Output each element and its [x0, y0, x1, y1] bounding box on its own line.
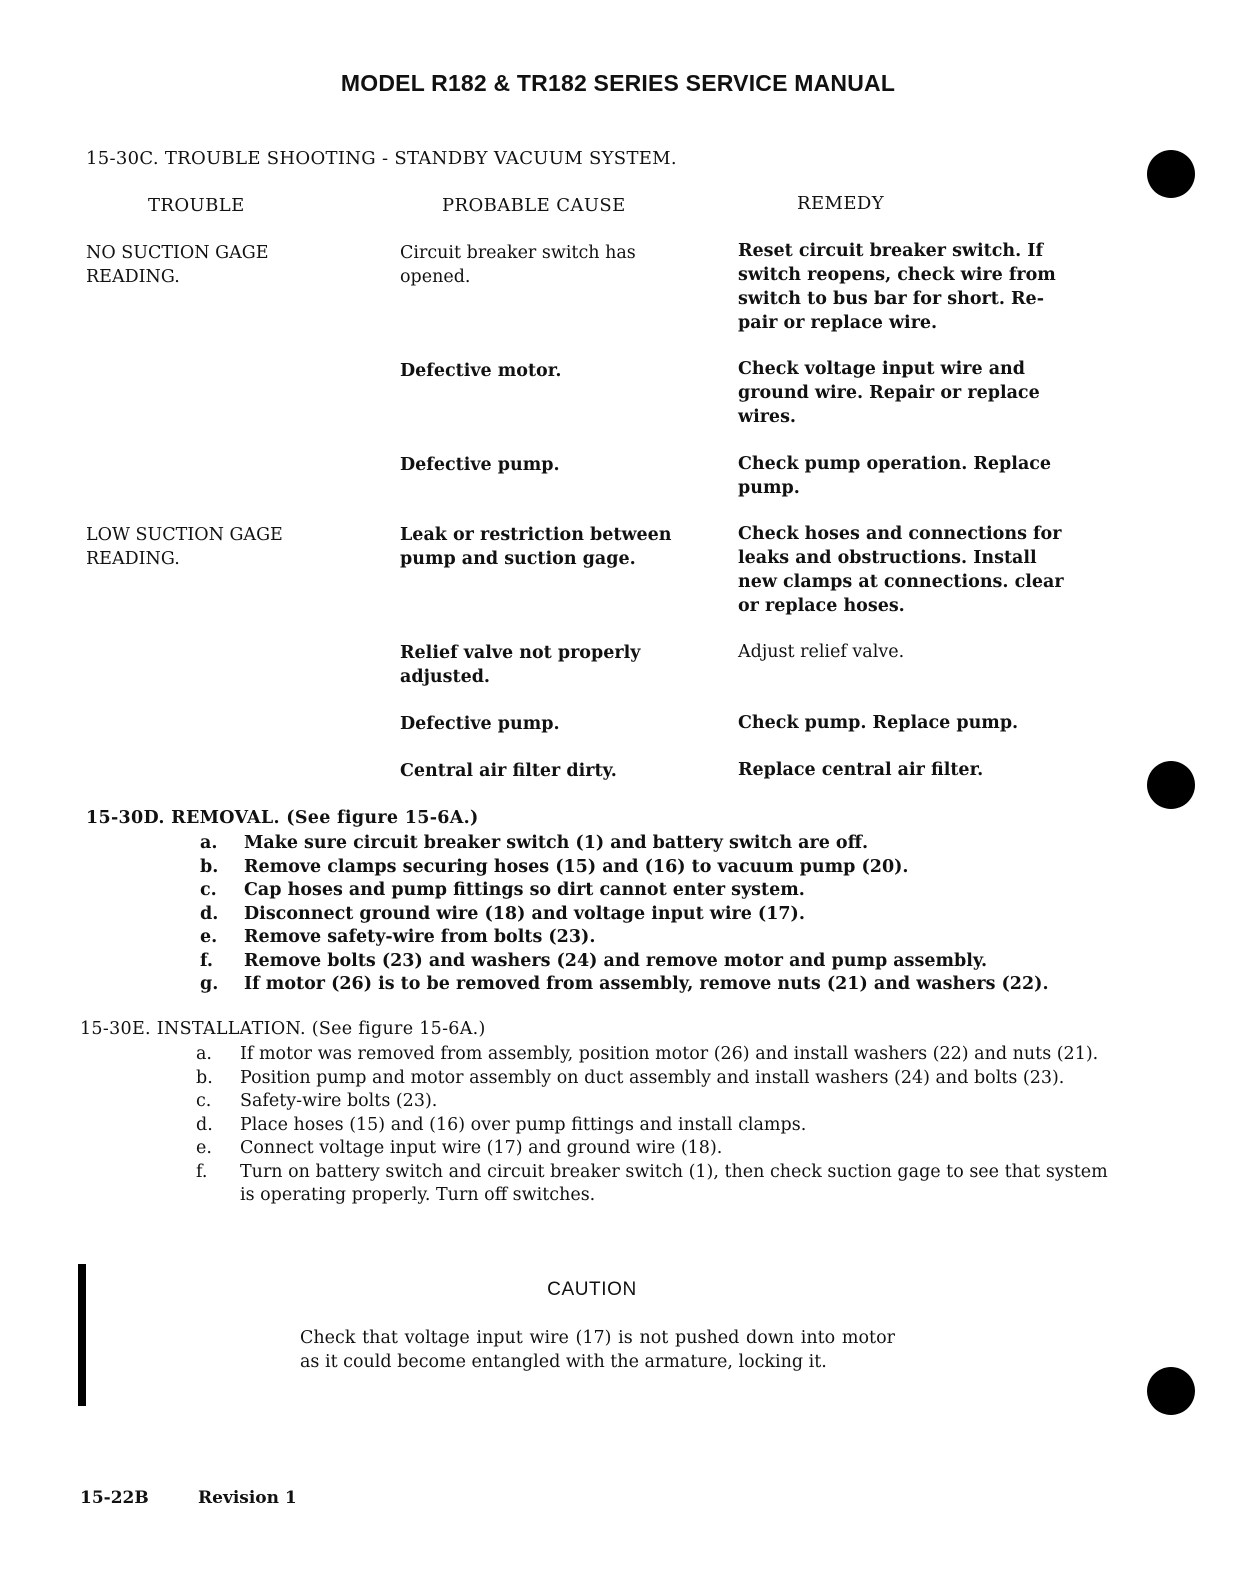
installation-steps — [196, 1043, 1112, 1208]
removal-steps — [200, 832, 1080, 997]
cause-cell: Central air filter dirty. — [400, 761, 617, 781]
binder-hole-middle — [1147, 761, 1195, 809]
list-item: c. Safety-wire bolts (23). — [196, 1091, 438, 1111]
caution-title: CAUTION — [547, 1279, 637, 1300]
remedy-cell: Check voltage input wire and ground wire. Repair or replace wires. — [738, 359, 1040, 427]
trouble-cell: LOW SUCTION GAGE READING. — [86, 525, 283, 569]
remedy-cell: Check pump operation. Replace pump. — [738, 454, 1052, 498]
cause-cell: Leak or restriction between pump and suction gage. — [400, 525, 672, 569]
list-item: b. Position pump and motor assembly on duct assembly and install washers (24) and bolts (23). — [196, 1067, 1065, 1088]
binder-hole-bottom — [1147, 1367, 1195, 1415]
remedy-cell: Adjust relief valve. — [738, 642, 905, 662]
remedy-cell: Reset circuit breaker switch. If switch reopens, check wire from switch to bus bar for short. Re- pair or replace wire. — [738, 241, 1056, 333]
installation-heading: 15-30E. INSTALLATION. (See figure 15-6A.) — [80, 1019, 486, 1039]
list-item: b. Remove clamps securing hoses (15) and (16) to vacuum pump (20). — [200, 856, 909, 877]
cause-cell: Relief valve not properly adjusted. — [400, 643, 641, 687]
trouble-cell: NO SUCTION GAGE READING. — [86, 243, 269, 287]
removal-heading: 15-30D. REMOVAL. (See figure 15-6A.) — [86, 808, 479, 828]
cause-cell: Defective motor. — [400, 361, 562, 381]
remedy-cell: Check pump. Replace pump. — [738, 713, 1019, 733]
list-item: e. Connect voltage input wire (17) and ground wire (18). — [196, 1138, 723, 1158]
cause-cell: Defective pump. — [400, 714, 560, 734]
remedy-cell: Check hoses and connections for leaks and obstructions. Install new clamps at connections. clear or replace hoses. — [738, 524, 1064, 616]
cause-cell: Defective pump. — [400, 455, 560, 475]
list-item: d. Place hoses (15) and (16) over pump fittings and install clamps. — [196, 1114, 807, 1135]
list-item: a. Make sure circuit breaker switch (1) and battery switch are off. — [200, 833, 869, 853]
list-item: g. If motor (26) is to be removed from assembly, remove nuts (21) and washers (22). — [200, 974, 1049, 994]
list-item: f. Turn on battery switch and circuit breaker switch (1), then check suction gage to see that system is operating properly. Turn off switches. — [196, 1161, 1108, 1205]
list-item: d. Disconnect ground wire (18) and voltage input wire (17). — [200, 903, 805, 924]
remedy-cell: Replace central air filter. — [738, 760, 984, 780]
page-title: MODEL R182 & TR182 SERIES SERVICE MANUAL — [340, 70, 896, 96]
cause-cell: Circuit breaker switch has opened. — [400, 243, 636, 287]
caution-text: Check that voltage input wire (17) is not pushed down into motor as it could become entangled with the armature, locking it. — [300, 1328, 895, 1372]
troubleshooting-heading: 15-30C. TROUBLE SHOOTING - STANDBY VACUUM SYSTEM. — [86, 148, 677, 169]
column-header-cause: PROBABLE CAUSE — [442, 195, 626, 216]
page-number: 15-22B — [80, 1488, 149, 1508]
column-header-trouble: TROUBLE — [148, 195, 245, 216]
revision-label: Revision 1 — [198, 1488, 297, 1508]
binder-hole-top — [1147, 150, 1195, 198]
list-item: e. Remove safety-wire from bolts (23). — [200, 927, 596, 947]
column-header-remedy: REMEDY — [797, 193, 884, 214]
list-item: a. If motor was removed from assembly, position motor (26) and install washers (22) and nuts (21). — [196, 1044, 1099, 1064]
list-item: f. Remove bolts (23) and washers (24) and remove motor and pump assembly. — [200, 950, 988, 971]
list-item: c. Cap hoses and pump fittings so dirt cannot enter system. — [200, 880, 805, 900]
